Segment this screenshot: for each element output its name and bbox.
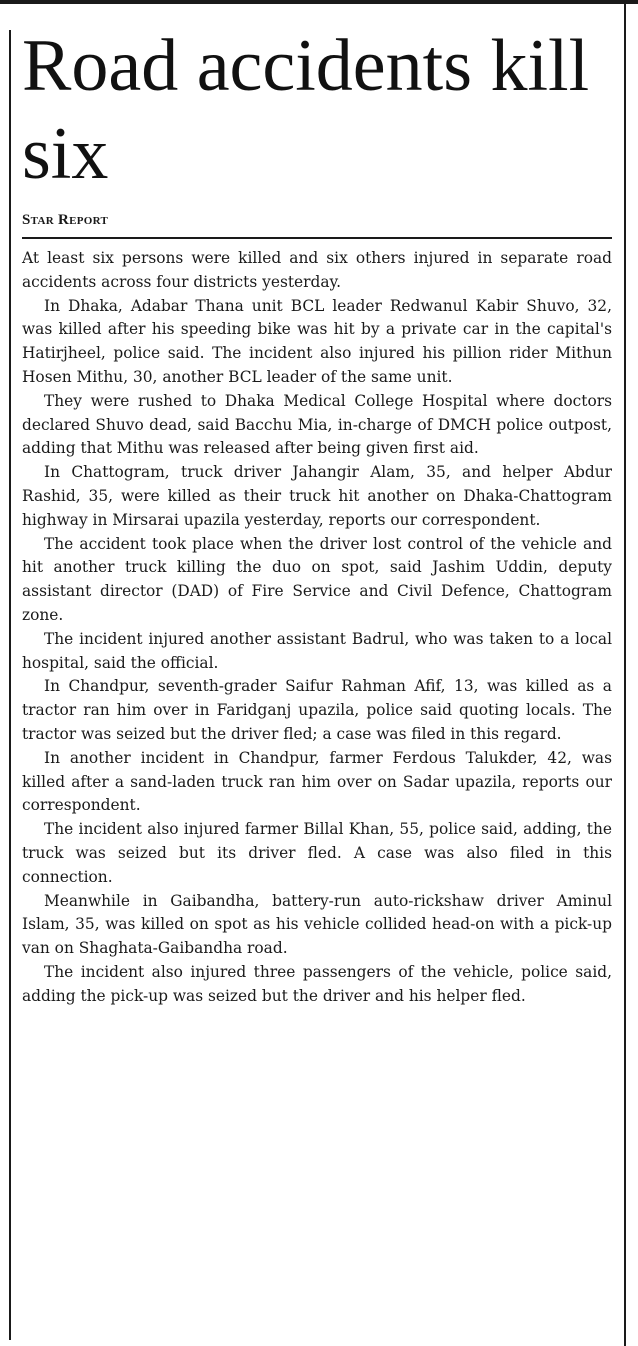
paragraph: The incident also injured farmer Billal Khan, 55, police said, adding, the truck was seized but its driver fled. A case was also filed in this connection. [22,820,612,886]
column-rule-left [9,30,11,1340]
headline: Road accidents kill six [22,25,590,195]
paragraph: In Dhaka, Adabar Thana unit BCL leader Redwanul Kabir Shuvo, 32, was killed after his speeding bike was hit by a private car in the capital's Hatirjheel, police said. The incident also injured his pillion rider Mithun Hosen Mithu, 30, another BCL leader of the same unit. [22,296,612,386]
byline: Star Report [22,212,612,239]
paragraph: The incident injured another assistant Badrul, who was taken to a local hospital, said the official. [22,629,612,672]
news-article [22,22,612,1009]
paragraph: Meanwhile in Gaibandha, battery-run auto-rickshaw driver Aminul Islam, 35, was killed on spot as his vehicle collided head-on with a pick-up van on Shaghata-Gaibandha road. [22,891,612,958]
paragraph: The accident took place when the driver lost control of the vehicle and hit another truck killing the duo on spot, said Jashim Uddin, deputy assistant director (DAD) of Fire Service and Civil Defence, Chattogram zone. [22,534,612,624]
top-rule [0,0,638,4]
paragraph: They were rushed to Dhaka Medical College Hospital where doctors declared Shuvo dead, said Bacchu Mia, in-charge of DMCH police outpost, adding that Mithu was released after being given first aid. [22,391,612,458]
paragraph: The incident also injured three passengers of the vehicle, police said, adding the pick-up was seized but the driver and his helper fled. [22,962,612,1005]
paragraph: At least six persons were killed and six others injured in separate road accidents across four districts yesterday. [22,249,612,291]
article-body [22,247,612,1009]
paragraph: In Chattogram, truck driver Jahangir Alam, 35, and helper Abdur Rashid, 35, were killed as their truck hit another on Dhaka-Chattogram highway in Mirsarai upazila yesterday, reports our correspondent. [22,463,612,529]
paragraph: In another incident in Chandpur, farmer Ferdous Talukder, 42, was killed after a sand-laden truck ran him over on Sadar upazila, reports our correspondent. [22,748,612,815]
column-rule-right [624,4,626,1346]
paragraph: In Chandpur, seventh-grader Saifur Rahman Afif, 13, was killed as a tractor ran him over in Faridganj upazila, police said quoting locals. The tractor was seized but the driver fled; a case was filed in this regard. [22,677,612,743]
